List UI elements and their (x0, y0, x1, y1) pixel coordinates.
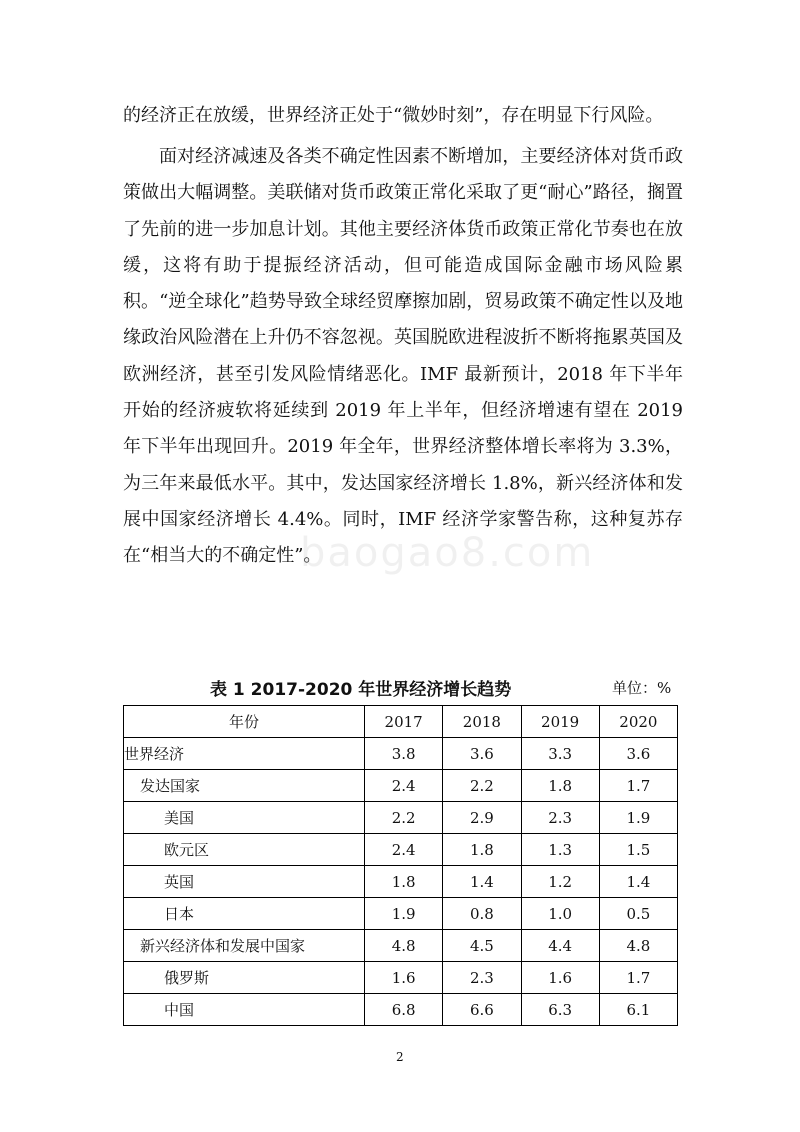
watermark: baogao8.com (300, 530, 595, 576)
cell-value: 1.4 (599, 866, 677, 898)
cell-value: 4.8 (599, 930, 677, 962)
cell-value: 1.0 (521, 898, 599, 930)
cell-value: 2.2 (365, 802, 443, 834)
header-year: 年份 (124, 706, 365, 738)
table-row (124, 802, 678, 834)
paragraph-continuation: 的经济正在放缓，世界经济正处于“微妙时刻”，存在明显下行风险。 (123, 105, 664, 126)
cell-value: 1.9 (599, 802, 677, 834)
cell-value: 4.4 (521, 930, 599, 962)
cell-value: 4.5 (443, 930, 521, 962)
cell-value: 2.9 (443, 802, 521, 834)
cell-value: 3.6 (599, 738, 677, 770)
cell-value: 6.6 (443, 994, 521, 1026)
row-label: 世界经济 (124, 738, 365, 770)
cell-value: 1.5 (599, 834, 677, 866)
table-header-row (124, 706, 678, 738)
growth-table (123, 705, 678, 1026)
table-row (124, 866, 678, 898)
cell-value: 3.3 (521, 738, 599, 770)
row-label: 发达国家 (124, 770, 365, 802)
cell-value: 2.3 (443, 962, 521, 994)
cell-value: 6.1 (599, 994, 677, 1026)
row-label: 俄罗斯 (124, 962, 365, 994)
cell-value: 1.8 (443, 834, 521, 866)
row-label: 日本 (124, 898, 365, 930)
row-label: 美国 (124, 802, 365, 834)
table-row (124, 930, 678, 962)
header-2020: 2020 (599, 706, 677, 738)
cell-value: 2.4 (365, 770, 443, 802)
cell-value: 6.8 (365, 994, 443, 1026)
paragraph-body: 面对经济减速及各类不确定性因素不断增加，主要经济体对货币政策做出大幅调整。美联储对货币政策正常化采取了更“耐心”路径，搁置了先前的进一步加息计划。其他主要经济体货币政策正常化节奏也在放缓，这将有助于提振经济活动，但可能造成国际金融市场风险累积。“逆全球化”趋势导致全球经贸摩擦加剧，贸易政策不确定性以及地缘政治风险潜在上升仍不容忽视。英国脱欧进程波折不断将拖累英国及欧洲经济，甚至引发风险情绪恶化。IMF 最新预计，2018 年下半年开始的经济疲软将延续到 2019 年上半年，但经济增速有望在 2019 年下半年出现回升。2019 年全年，世界经济整体增长率将为 3.3%，为三年来最低水平。其中，发达国家经济增长 1.8%，新兴经济体和发展中国家经济增长 4.4%。同时，IMF 经济学家警告称，这种复苏存在“相当大的不确定性”。 (123, 146, 683, 567)
cell-value: 1.7 (599, 962, 677, 994)
cell-value: 3.6 (443, 738, 521, 770)
cell-value: 1.6 (365, 962, 443, 994)
cell-value: 1.7 (599, 770, 677, 802)
table-unit: 单位：% (612, 679, 672, 697)
cell-value: 1.3 (521, 834, 599, 866)
row-label: 新兴经济体和发展中国家 (124, 930, 365, 962)
row-label: 欧元区 (124, 834, 365, 866)
cell-value: 1.4 (443, 866, 521, 898)
header-2017: 2017 (365, 706, 443, 738)
cell-value: 1.8 (365, 866, 443, 898)
table-row (124, 898, 678, 930)
header-2019: 2019 (521, 706, 599, 738)
table-row (124, 962, 678, 994)
cell-value: 1.6 (521, 962, 599, 994)
cell-value: 0.8 (443, 898, 521, 930)
table-row (124, 994, 678, 1026)
cell-value: 1.8 (521, 770, 599, 802)
cell-value: 4.8 (365, 930, 443, 962)
table-title: 表 1 2017-2020 年世界经济增长趋势 (210, 680, 512, 700)
cell-value: 1.9 (365, 898, 443, 930)
cell-value: 3.8 (365, 738, 443, 770)
header-2018: 2018 (443, 706, 521, 738)
table-row (124, 738, 678, 770)
page-number: 2 (396, 1050, 404, 1064)
cell-value: 1.2 (521, 866, 599, 898)
row-label: 中国 (124, 994, 365, 1026)
table-row (124, 770, 678, 802)
table-row (124, 834, 678, 866)
cell-value: 2.2 (443, 770, 521, 802)
row-label: 英国 (124, 866, 365, 898)
cell-value: 2.3 (521, 802, 599, 834)
cell-value: 2.4 (365, 834, 443, 866)
cell-value: 6.3 (521, 994, 599, 1026)
cell-value: 0.5 (599, 898, 677, 930)
